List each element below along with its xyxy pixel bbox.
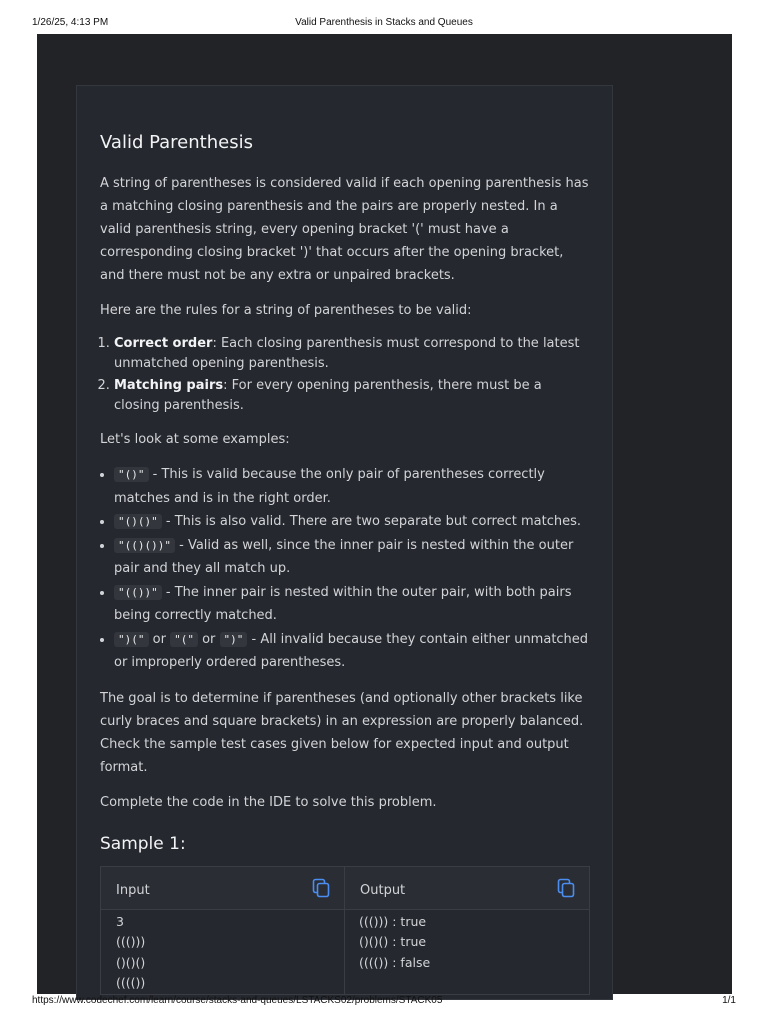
complete-paragraph: Complete the code in the IDE to solve this problem. xyxy=(100,794,437,810)
sample-table xyxy=(100,866,590,995)
example-text: - This is also valid. There are two separate but correct matches. xyxy=(161,514,582,529)
rule-item xyxy=(114,376,590,416)
rule-text: : Each closing parenthesis must correspond to the latest unmatched opening parenthesis. xyxy=(114,336,580,371)
rule-text: : For every opening parenthesis, there must be a closing parenthesis. xyxy=(114,378,542,413)
rules-list xyxy=(100,334,590,416)
print-date: 1/26/25, 4:13 PM xyxy=(32,17,109,28)
example-code: ")" xyxy=(220,632,248,647)
or-text: or xyxy=(148,631,171,647)
example-text: - This is valid because the only pair of parentheses correctly matches and is in the right order. xyxy=(114,467,545,506)
input-values xyxy=(101,910,345,994)
rule-item xyxy=(114,334,590,374)
example-code: "(()())" xyxy=(114,538,175,553)
output-line: ()()() : true xyxy=(359,934,427,949)
print-url: https://www.codechef.com/learn/course/stacks-and-queues/LSTACKS02/problems/STACK05 xyxy=(32,995,443,1006)
problem-title: Valid Parenthesis xyxy=(100,132,253,153)
print-title: Valid Parenthesis in Stacks and Queues xyxy=(295,17,473,28)
goal-paragraph: The goal is to determine if parentheses (and optionally other brackets like curly braces and square brackets) in an expression are properly balanced. Check the sample test cases given below for expected input and output format. xyxy=(100,690,584,775)
sample-header-row xyxy=(101,867,589,910)
rule-term: Matching pairs xyxy=(114,378,224,393)
intro-paragraph: A string of parentheses is considered valid if each opening parenthesis has a matching closing parenthesis and the pairs are properly nested. In a valid parenthesis string, every opening bracket '(' must have a corresponding closing bracket ')' that occurs after the opening bracket, and there must not be any extra or unpaired brackets. xyxy=(100,176,589,283)
example-text: - All invalid because they contain either unmatched or improperly ordered parentheses. xyxy=(114,631,589,670)
print-header xyxy=(0,0,768,34)
print-footer xyxy=(0,994,768,1024)
print-page-number: 1/1 xyxy=(722,995,736,1006)
input-header xyxy=(101,867,345,909)
examples-list xyxy=(100,463,590,675)
example-code: "(())" xyxy=(114,585,162,600)
example-code: "()" xyxy=(114,467,149,482)
example-item xyxy=(114,581,590,628)
copy-output-icon[interactable] xyxy=(557,878,575,898)
problem-statement xyxy=(100,128,590,995)
input-line: 3 xyxy=(116,913,124,929)
input-label: Input xyxy=(116,882,150,898)
input-line: ((())) xyxy=(116,934,146,949)
example-code: "()()" xyxy=(114,514,162,529)
input-line: ()()() xyxy=(116,954,146,970)
output-label: Output xyxy=(360,882,406,898)
rules-intro: Here are the rules for a string of parentheses to be valid: xyxy=(100,303,472,318)
sample-title: Sample 1: xyxy=(100,833,186,854)
output-line: ((())) : true xyxy=(359,913,427,929)
example-text: - The inner pair is nested within the outer pair, with both pairs being correctly matched. xyxy=(114,584,572,623)
example-text: - Valid as well, since the inner pair is nested within the outer pair and they all match up. xyxy=(114,537,574,576)
output-header xyxy=(345,867,589,909)
copy-input-icon[interactable] xyxy=(312,878,330,898)
example-item xyxy=(114,510,590,534)
output-line: (((()) : false xyxy=(359,954,431,970)
or-text: or xyxy=(197,631,220,647)
example-item xyxy=(114,463,590,510)
examples-intro: Let's look at some examples: xyxy=(100,432,290,447)
rule-term: Correct order xyxy=(114,336,213,351)
sample-body-row xyxy=(101,910,589,994)
example-code: ")(" xyxy=(114,632,149,647)
example-code: "(" xyxy=(170,632,198,647)
example-item xyxy=(114,534,590,581)
invalid-example-item xyxy=(114,628,590,675)
output-values xyxy=(345,910,589,994)
input-line: (((()) xyxy=(116,975,146,990)
